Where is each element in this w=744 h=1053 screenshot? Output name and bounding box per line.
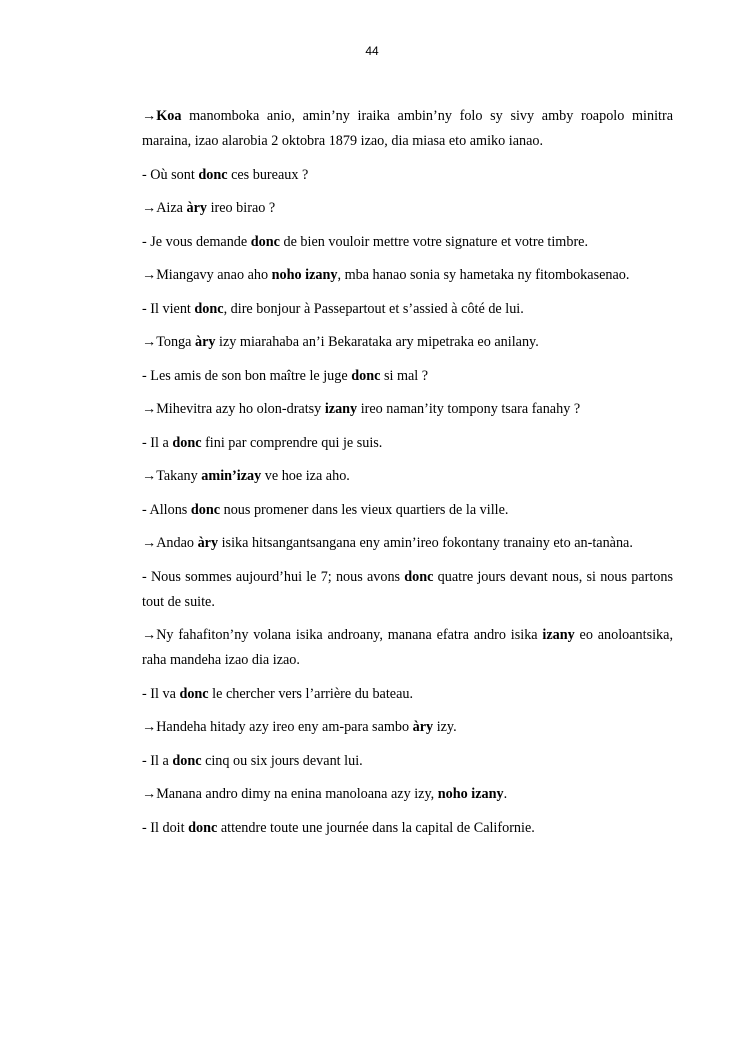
bold-term: donc — [172, 434, 202, 451]
bold-term: àry — [186, 200, 208, 216]
bold-term: donc — [194, 300, 224, 317]
text-segment: - Les amis de son bon maître le juge — [142, 367, 352, 384]
bold-term: donc — [190, 501, 221, 518]
bold-term: donc — [404, 568, 434, 585]
bold-term: àry — [197, 535, 219, 551]
text-segment: →Miangavy anao aho — [142, 267, 272, 283]
text-segment: →Mihevitra azy ho olon-dratsy — [142, 401, 325, 417]
paragraph — [142, 682, 673, 707]
text-segment: - Il a — [142, 434, 173, 451]
bold-term: izany — [542, 627, 575, 643]
bold-term: izany — [324, 401, 358, 417]
bold-term: donc — [172, 752, 202, 769]
text-segment: eo anoloantsika, raha mandeha izao dia izao. — [142, 627, 673, 668]
bold-term: donc — [250, 233, 280, 250]
paragraph — [142, 263, 673, 288]
paragraph — [142, 715, 673, 740]
paragraph — [142, 196, 673, 221]
paragraph — [142, 330, 673, 355]
text-segment: ve hoe iza aho. — [261, 468, 350, 484]
text-segment: - Il va — [142, 685, 180, 702]
paragraph — [142, 782, 673, 807]
bold-term: àry — [412, 719, 434, 735]
text-segment: cinq ou six jours devant lui. — [201, 752, 363, 769]
text-segment: →Takany — [142, 468, 202, 484]
text-segment: →Ny fahafiton’ny volana isika androany, manana efatra andro isika — [142, 627, 543, 643]
bold-term: amin’izay — [201, 468, 262, 484]
text-segment: - Allons — [142, 501, 191, 518]
paragraph — [142, 163, 673, 188]
bold-term: donc — [351, 367, 381, 384]
paragraph — [142, 364, 673, 389]
text-segment: manomboka anio, amin’ny iraika ambin’ny folo sy sivy amby roapolo minitra maraina, izao alarobia 2 oktobra 1879 izao, dia miasa eto amiko ianao. — [142, 108, 673, 149]
text-segment: - Nous sommes aujourd’hui le 7; nous avons — [142, 568, 405, 585]
text-segment: izy miarahaba an’i Bekarataka ary mipetraka eo anilany. — [215, 334, 539, 350]
text-segment: →Manana andro dimy na enina manoloana azy izy, — [142, 786, 438, 802]
text-segment: - Je vous demande — [142, 233, 251, 250]
text-segment: de bien vouloir mettre votre signature et votre timbre. — [279, 233, 589, 250]
bold-term: noho izany — [271, 267, 338, 283]
paragraph — [142, 531, 673, 556]
paragraph — [142, 498, 673, 523]
text-segment: →Aiza — [142, 200, 187, 216]
paragraph — [142, 397, 673, 422]
paragraph — [142, 816, 673, 841]
text-segment: fini par comprendre qui je suis. — [201, 434, 383, 451]
text-segment: si mal ? — [380, 367, 429, 384]
bold-term: donc — [188, 819, 218, 836]
text-segment: le chercher vers l’arrière du bateau. — [208, 685, 414, 702]
text-segment: - Il a — [142, 752, 173, 769]
document-body — [142, 104, 673, 849]
text-segment: ces bureaux ? — [227, 166, 309, 183]
text-segment: quatre jours devant nous, si nous partons tout de suite. — [142, 568, 673, 610]
text-segment: →Tonga — [142, 334, 195, 350]
bold-term: Koa — [156, 108, 182, 124]
text-segment: - Il vient — [142, 300, 195, 317]
paragraph — [142, 749, 673, 774]
text-segment: → — [142, 108, 157, 124]
paragraph — [142, 104, 673, 154]
bold-term: àry — [195, 334, 216, 350]
text-segment: ireo birao ? — [207, 200, 276, 216]
page-number: 44 — [365, 44, 379, 58]
text-segment: attendre toute une journée dans la capital de Californie. — [217, 819, 535, 836]
paragraph — [142, 565, 673, 615]
paragraph — [142, 464, 673, 489]
bold-term: donc — [179, 685, 209, 702]
text-segment: →Andao — [142, 535, 198, 551]
paragraph — [142, 297, 673, 322]
text-segment: →Handeha hitady azy ireo eny am-para sambo — [142, 719, 413, 735]
text-segment: - Il doit — [142, 819, 189, 836]
bold-term: noho izany — [437, 786, 504, 802]
bold-term: donc — [198, 166, 228, 183]
text-segment: , dire bonjour à Passepartout et s’assied à côté de lui. — [223, 300, 524, 317]
text-segment: nous promener dans les vieux quartiers de la ville. — [220, 501, 509, 518]
paragraph — [142, 623, 673, 673]
text-segment: isika hitsangantsangana eny amin’ireo fokontany tranainy eto an-tanàna. — [218, 535, 633, 551]
text-segment: ireo naman’ity tompony tsara fanahy ? — [357, 401, 581, 417]
text-segment: . — [503, 786, 508, 802]
paragraph — [142, 431, 673, 456]
paragraph — [142, 230, 673, 255]
text-segment: , mba hanao sonia sy hametaka ny fitombokasenao. — [337, 267, 630, 283]
text-segment: - Où sont — [142, 166, 199, 183]
text-segment: izy. — [433, 719, 457, 735]
